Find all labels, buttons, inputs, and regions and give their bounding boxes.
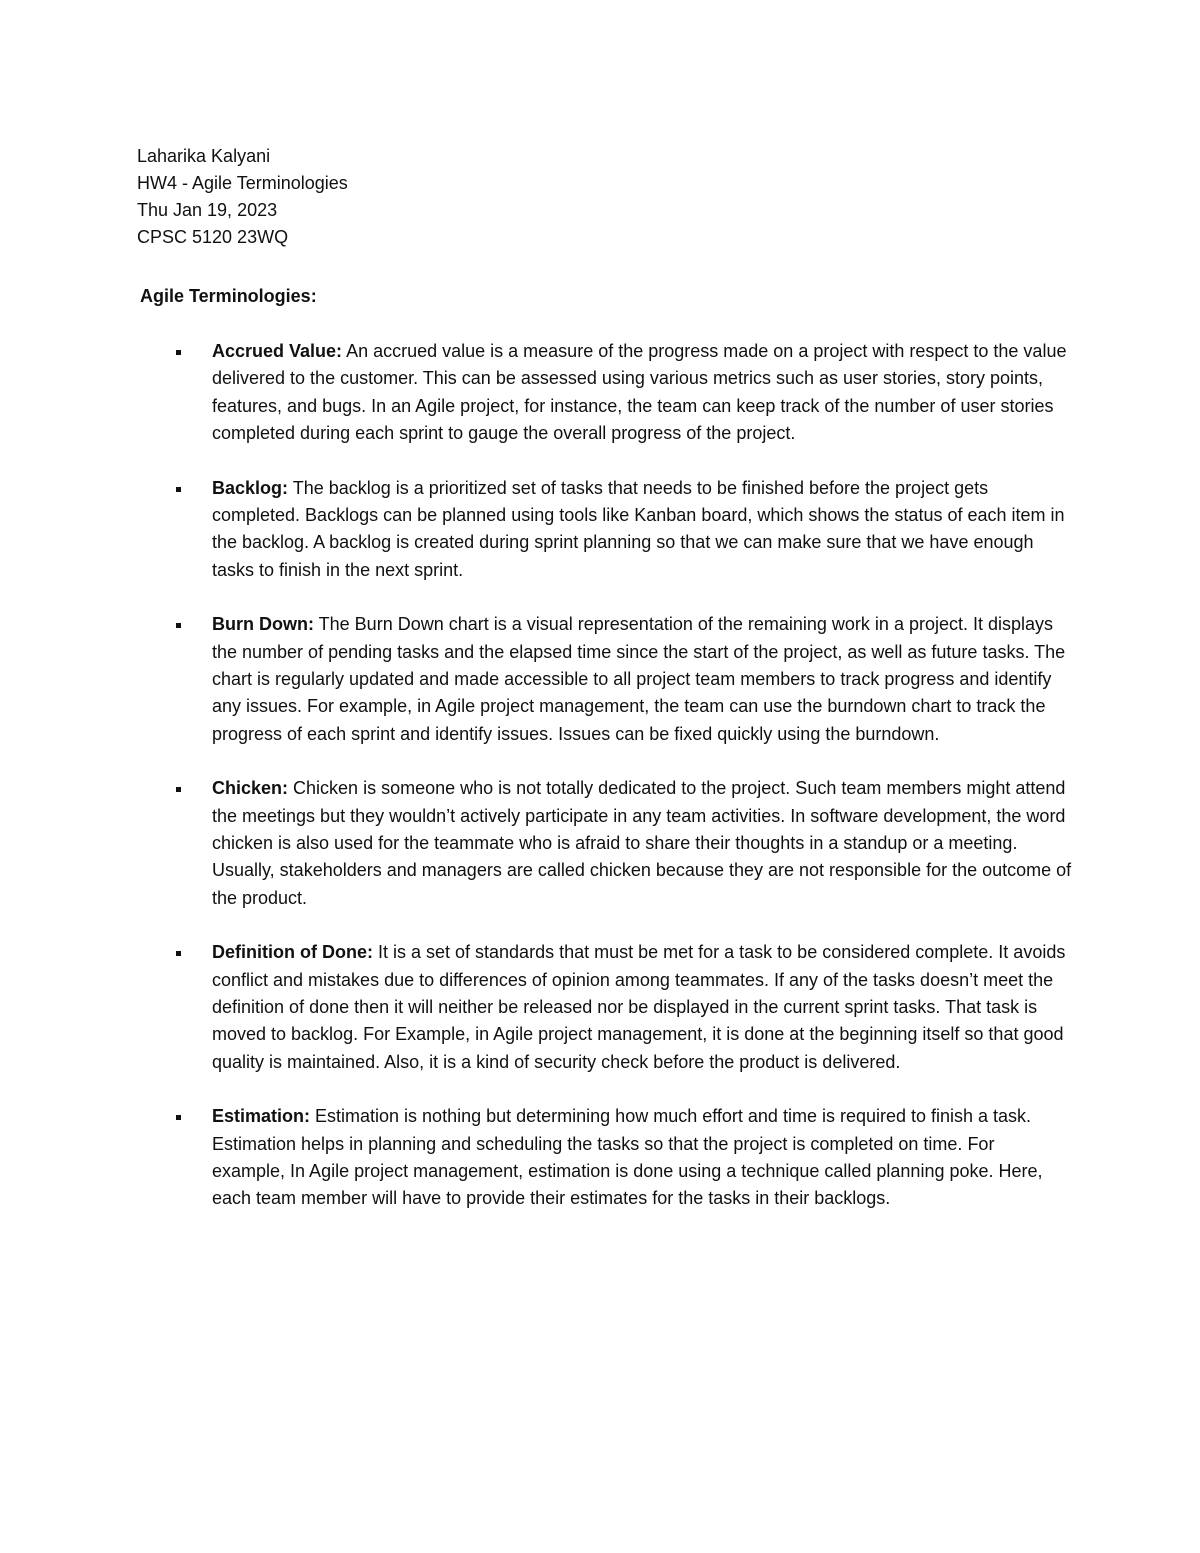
- term-item-backlog: [0, 475, 1072, 584]
- term-definition: Chicken is someone who is not totally dedicated to the project. Such team members might attend the meetings but they wouldn’t actively participate in any team activities. In software development, the word chicken is also used for the teammate who is afraid to share their thoughts in a standup or a meeting. Usually, stakeholders and managers are called chicken because they are not responsible for the outcome of the product.: [212, 778, 1072, 908]
- assignment-title: HW4 - Agile Terminologies: [137, 173, 348, 193]
- bullet-icon: [176, 350, 181, 355]
- term-name: Burn Down:: [212, 614, 314, 635]
- term-definition: An accrued value is a measure of the progress made on a project with respect to the value delivered to the customer. This can be assessed using various metrics such as user stories, story points, features, and bugs. In an Agile project, for instance, the team can keep track of the number of user stories completed during each sprint to gauge the overall progress of the project.: [212, 341, 1067, 443]
- submission-date: Thu Jan 19, 2023: [137, 200, 278, 220]
- term-name: Accrued Value:: [212, 341, 343, 361]
- terminology-list: [0, 338, 1200, 1240]
- term-name: Estimation:: [212, 1106, 311, 1127]
- term-name: Backlog:: [212, 477, 289, 498]
- section-title: Agile Terminologies:: [140, 286, 317, 306]
- term-item-burn-down: [0, 611, 1072, 747]
- term-item-accrued-value: [0, 338, 1072, 447]
- term-item-definition-of-done: [0, 939, 1072, 1075]
- document-header: [137, 143, 1037, 251]
- bullet-icon: [176, 1115, 181, 1120]
- course-code: CPSC 5120 23WQ: [137, 227, 289, 247]
- term-definition: The Burn Down chart is a visual representation of the remaining work in a project. It displays the number of pending tasks and the elapsed time since the start of the project, as well as future tasks. The chart is regularly updated and made accessible to all project team members to track progress and identify any issues. For example, in Agile project management, the team can use the burndown chart to track the progress of each sprint and identify issues. Issues can be fixed quickly using the burndown.: [212, 614, 1066, 744]
- term-name: Chicken:: [212, 778, 289, 799]
- term-definition: The backlog is a prioritized set of tasks that needs to be finished before the project gets completed. Backlogs can be planned using tools like Kanban board, which shows the status of each item in the backlog. A backlog is created during sprint planning so that we can make sure that we have enough tasks to finish in the next sprint.: [212, 477, 1065, 580]
- term-item-chicken: [0, 775, 1072, 911]
- term-definition: It is a set of standards that must be met for a task to be considered complete. It avoids conflict and mistakes due to differences of opinion among teammates. If any of the tasks doesn’t meet the definition of done then it will neither be released nor be displayed in the current sprint tasks. That task is moved to backlog. For Example, in Agile project management, it is done at the beginning itself so that good quality is maintained. Also, it is a kind of security check before the product is delivered.: [212, 942, 1066, 1072]
- term-item-estimation: [0, 1103, 1072, 1212]
- author-name: Laharika Kalyani: [137, 146, 271, 166]
- term-name: Definition of Done:: [212, 942, 373, 963]
- bullet-icon: [176, 787, 181, 792]
- bullet-icon: [176, 951, 181, 956]
- term-definition: Estimation is nothing but determining how much effort and time is required to finish a task. Estimation helps in planning and scheduling the tasks so that the project is completed on time. For example, In Agile project management, estimation is done using a technique called planning poke. Here, each team member will have to provide their estimates for the tasks in their backlogs.: [212, 1106, 1043, 1209]
- bullet-icon: [176, 487, 181, 492]
- bullet-icon: [176, 623, 181, 628]
